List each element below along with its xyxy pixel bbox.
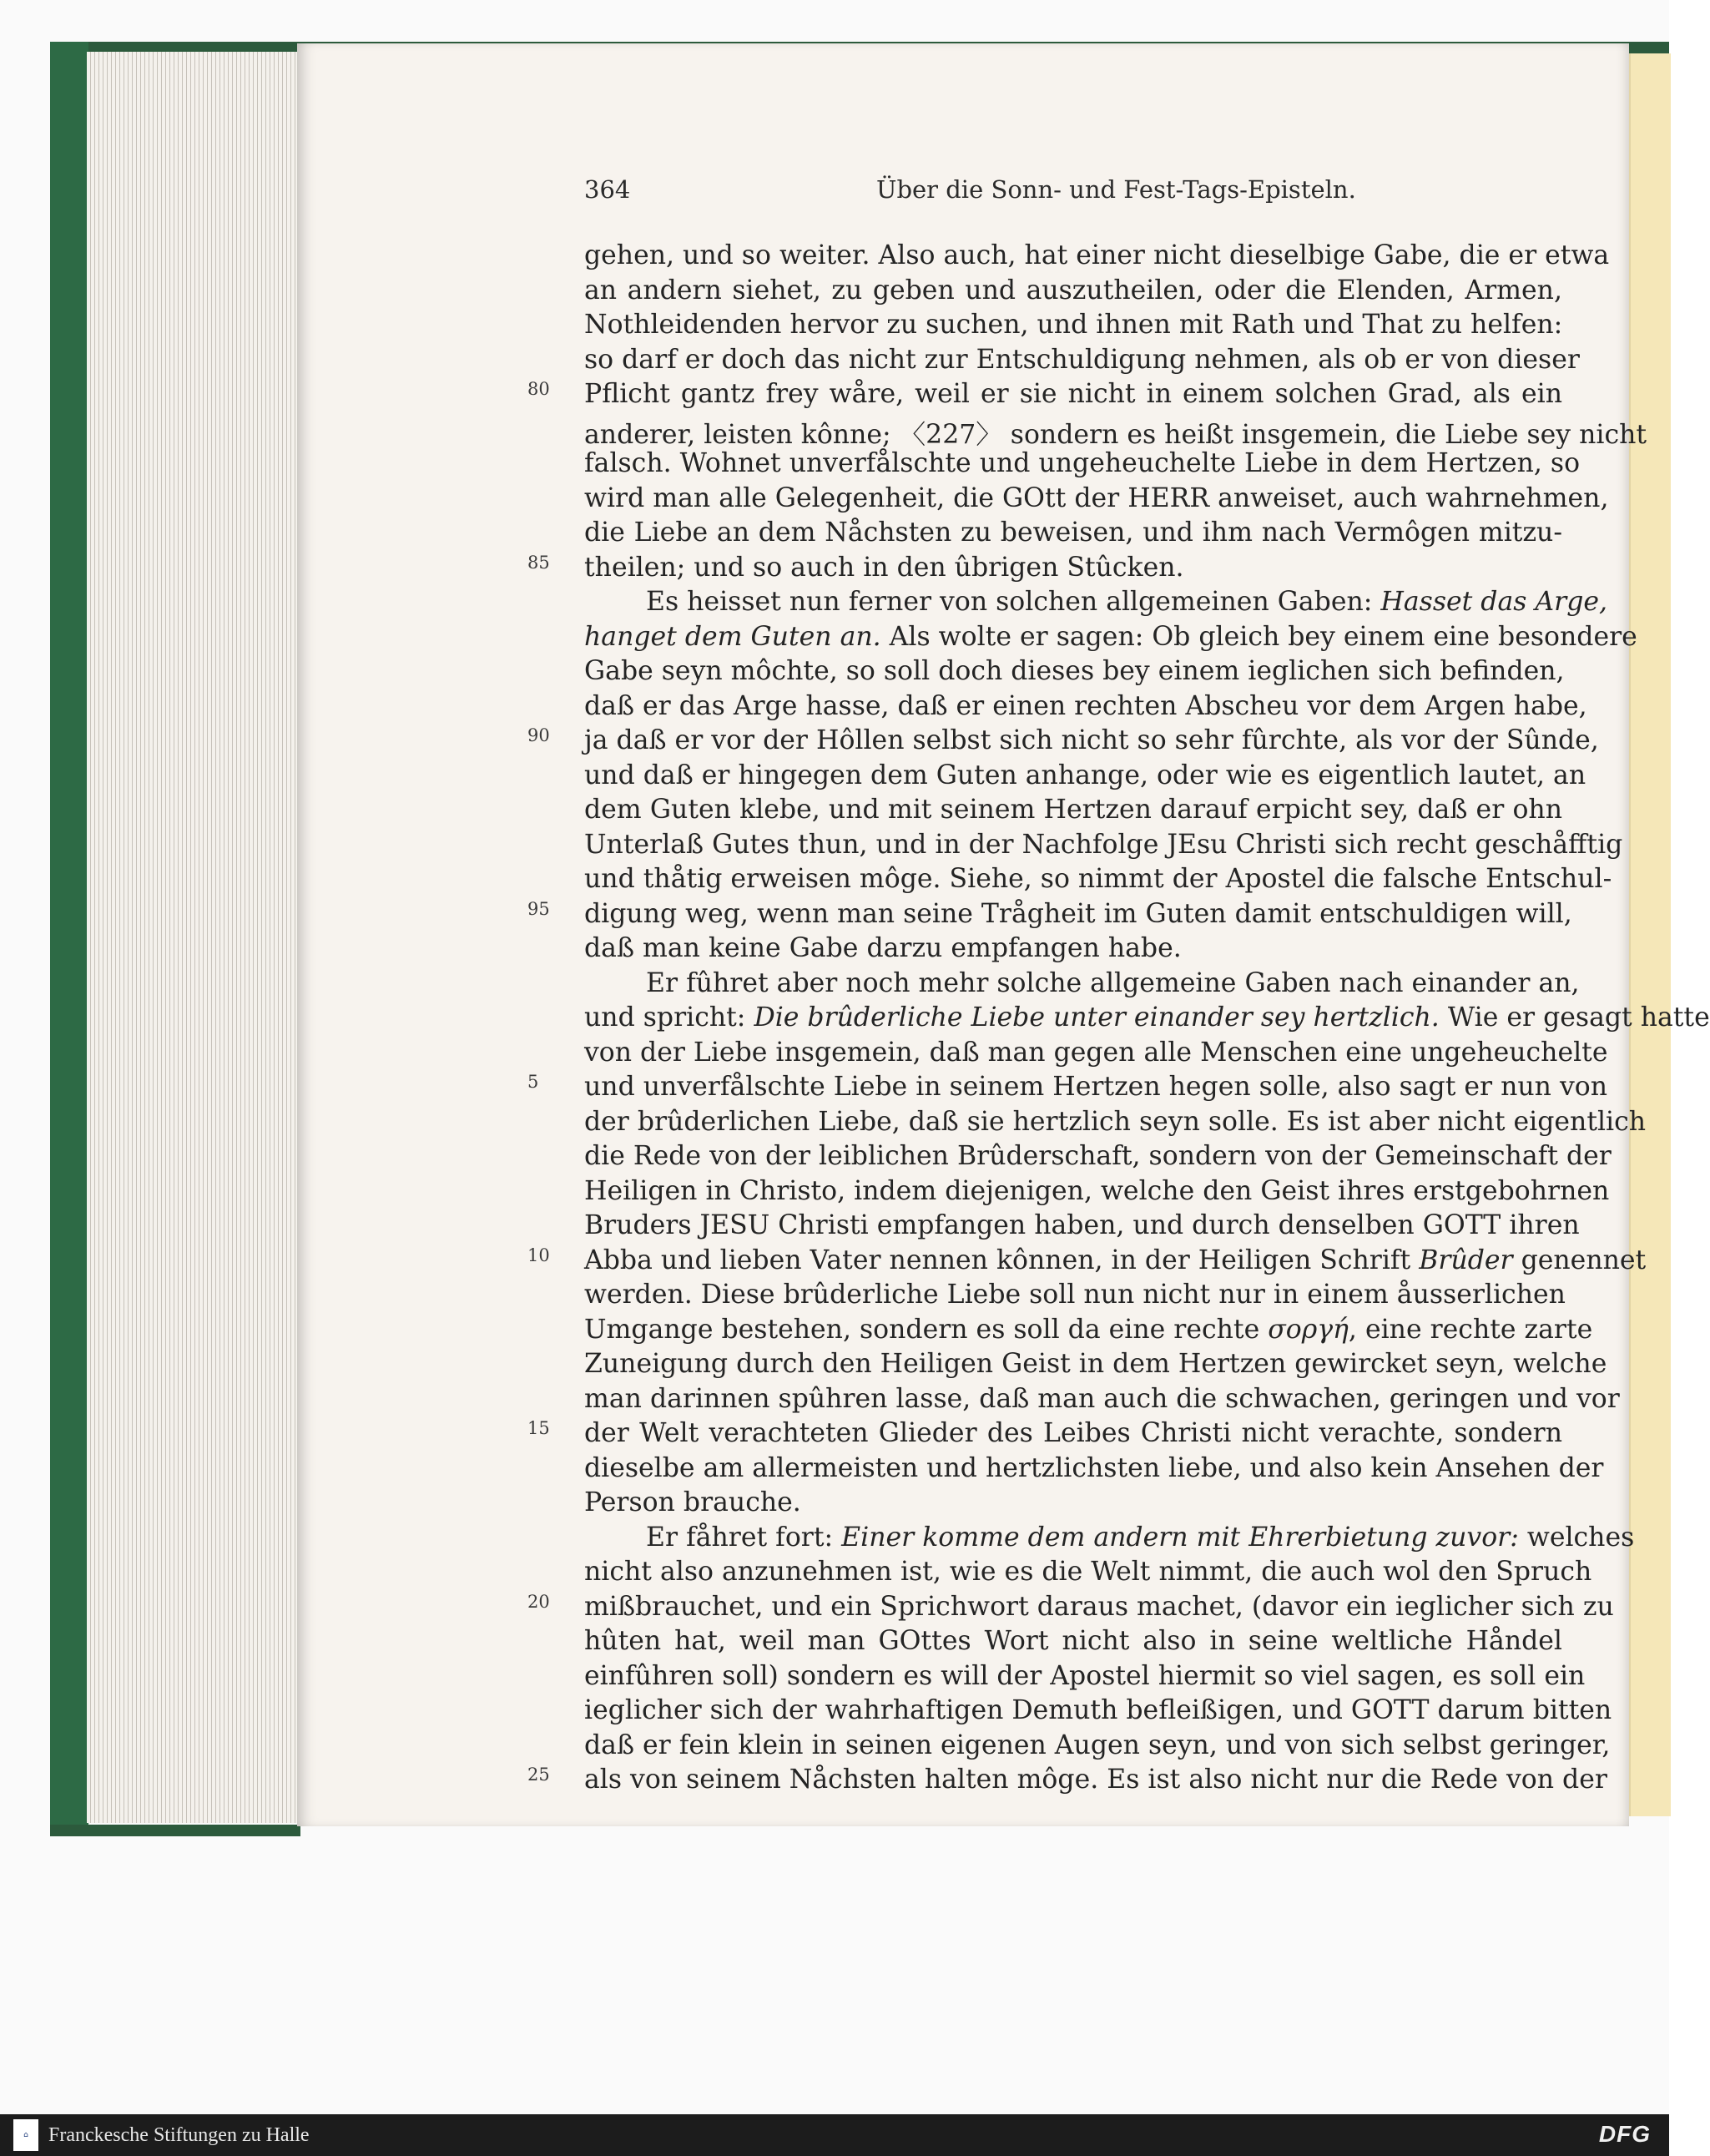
text-line <box>584 967 1580 1003</box>
text-line <box>584 1557 1592 1592</box>
text-run: die Rede von der leiblichen Brûderschaft, sondern von der Gemeinschaft der <box>584 1141 1612 1171</box>
line-text <box>646 968 1580 998</box>
text-line <box>584 1106 1647 1142</box>
text-line <box>527 379 1562 414</box>
italic-quote: Hasset das Arge, <box>1380 587 1608 617</box>
line-number: 25 <box>527 1765 550 1785</box>
text-run: Gabe seyn môchte, so soll doch dieses bey einem ieglichen sich befinden, <box>584 656 1565 686</box>
line-text <box>584 1626 1562 1656</box>
line-text <box>584 275 1562 305</box>
text-run: daß er das Arge hasse, daß er einen rechten Abscheu vor dem Argen habe, <box>584 690 1587 721</box>
line-text <box>646 1522 1634 1553</box>
text-run: man darinnen spûhren lasse, daß man auch die schwachen, geringen und vor <box>584 1383 1620 1414</box>
text-run: Bruders JESU Christi empfangen haben, und durch denselben GOTT ihren <box>584 1210 1580 1240</box>
text-line <box>527 552 1562 588</box>
text-run: Unterlaß Gutes thun, und in der Nachfolge JEsu Christi sich recht geschåfftig <box>584 829 1623 860</box>
text-run: genennet <box>1512 1245 1647 1275</box>
line-text <box>584 656 1565 686</box>
text-run: einfûhren soll) sondern es will der Apostel hiermit so viel sagen, es soll ein <box>584 1660 1586 1691</box>
text-run: gehen, und so weiter. Also auch, hat einer nicht dieselbige Gabe, die er etwa <box>584 240 1610 270</box>
text-line <box>584 587 1608 622</box>
line-number: 15 <box>527 1418 550 1438</box>
text-line <box>584 1002 1710 1038</box>
text-run: dem Guten klebe, und mit seinem Hertzen darauf erpicht sey, daß er ohn <box>584 795 1562 825</box>
text-run: Zuneigung durch den Heiligen Geist in dem Hertzen gewircket seyn, welche <box>584 1349 1607 1379</box>
line-text <box>584 830 1622 860</box>
text-line <box>584 760 1586 795</box>
line-text <box>646 587 1607 617</box>
line-text <box>584 1453 1603 1483</box>
text-run: falsch. Wohnet unverfålschte und ungeheuchelte Liebe in dem Hertzen, so <box>584 448 1581 478</box>
line-text <box>584 1592 1614 1622</box>
text-run: Als wolte er sagen: Ob gleich bey einem eine besondere <box>880 621 1637 652</box>
line-text <box>584 691 1587 721</box>
line-number: 90 <box>527 725 550 745</box>
line-number: 95 <box>527 898 550 919</box>
italic-quote: hanget dem Guten an. <box>584 621 881 652</box>
text-run: ieglicher sich der wahrhaftigen Demuth befleißigen, und GOTT darum bitten <box>584 1695 1612 1725</box>
text-line <box>584 310 1562 345</box>
text-line <box>584 482 1609 518</box>
text-run: Nothleidenden hervor zu suchen, und ihnen mit Rath und That zu helfen: <box>584 310 1563 340</box>
text-line <box>527 1245 1647 1280</box>
book-cover-bottom-edge <box>50 1825 300 1836</box>
line-text <box>584 725 1599 755</box>
line-text <box>584 553 1184 583</box>
line-text <box>584 483 1608 513</box>
dfg-logo: DFG <box>1598 2121 1651 2147</box>
text-line <box>584 414 1647 450</box>
line-number: 20 <box>527 1591 550 1612</box>
line-text <box>584 1557 1591 1587</box>
text-line <box>527 1418 1562 1453</box>
text-run: Pflicht gantz frey wåre, weil er sie nicht in einem solchen Grad, als ein <box>584 379 1562 409</box>
text-line <box>584 829 1623 865</box>
line-text <box>584 1245 1646 1275</box>
text-run: hûten hat, weil man GOttes Wort nicht also in seine weltliche Håndel <box>584 1626 1562 1656</box>
text-run: die Liebe an dem Nåchsten zu beweisen, und ihm nach Vermôgen mitzu- <box>584 518 1562 548</box>
text-line <box>584 1175 1610 1211</box>
text-run: mißbrauchet, und ein Sprichwort daraus machet, (davor ein ieglicher sich zu <box>584 1591 1614 1622</box>
line-text <box>584 1418 1562 1448</box>
text-line <box>527 1072 1608 1107</box>
text-run: und thåtig erweisen môge. Siehe, so nimmt der Apostel die falsche Entschul- <box>584 864 1612 894</box>
line-number: 5 <box>527 1072 539 1092</box>
text-run: Heiligen in Christo, indem diejenigen, welche den Geist ihres erstgebohrnen <box>584 1175 1610 1206</box>
text-run: daß er fein klein in seinen eigenen Augen seyn, und von sich selbst geringer, <box>584 1729 1611 1760</box>
line-text <box>584 1695 1612 1725</box>
line-text <box>584 310 1562 340</box>
text-run: Er fûhret aber noch mehr solche allgemeine Gaben nach einander an, <box>646 967 1580 998</box>
text-line <box>584 656 1565 691</box>
italic-quote: σοργή <box>1268 1314 1349 1345</box>
text-run: , eine rechte zarte <box>1348 1314 1593 1345</box>
text-line <box>584 1210 1580 1245</box>
text-run: digung weg, wenn man seine Trågheit im Guten damit entschuldigen will, <box>584 898 1572 929</box>
italic-quote: Die brûderliche Liebe unter einander sey hertzlich. <box>754 1002 1440 1033</box>
text-line <box>584 1280 1566 1315</box>
text-run: so darf er doch das nicht zur Entschuldigung nehmen, als ob er von dieser <box>584 344 1580 375</box>
line-text <box>584 1072 1607 1102</box>
line-text <box>584 240 1609 270</box>
text-line <box>584 448 1581 483</box>
text-run: und spricht: <box>584 1002 754 1033</box>
text-line <box>527 725 1599 760</box>
text-line <box>584 344 1580 380</box>
text-run: Es heisset nun ferner von solchen allgemeinen Gaben: <box>646 587 1381 617</box>
text-run: und daß er hingegen dem Guten anhange, oder wie es eigentlich lautet, an <box>584 760 1586 790</box>
text-line <box>584 1314 1593 1350</box>
text-line <box>584 1626 1562 1661</box>
text-run: werden. Diese brûderliche Liebe soll nun nicht nur in einem åusserlichen <box>584 1280 1566 1310</box>
text-line <box>527 1765 1607 1800</box>
text-line <box>584 1141 1612 1176</box>
text-run: Abba und lieben Vater nennen kônnen, in der Heiligen Schrift <box>584 1245 1420 1275</box>
text-line <box>527 898 1572 934</box>
line-text <box>584 1384 1620 1414</box>
text-line <box>584 275 1562 311</box>
text-run: welches <box>1518 1522 1635 1553</box>
page-number: 364 <box>584 175 631 204</box>
text-line <box>584 690 1587 726</box>
text-line <box>584 1522 1635 1558</box>
line-text <box>584 1141 1612 1171</box>
line-number: 85 <box>527 552 550 573</box>
page-stack-edges <box>87 52 300 1823</box>
text-line <box>584 1383 1620 1419</box>
line-text <box>584 1210 1580 1240</box>
text-line <box>584 240 1610 275</box>
text-run: wird man alle Gelegenheit, die GOtt der HERR anweiset, auch wahrnehmen, <box>584 482 1609 513</box>
text-run: der brûderlichen Liebe, daß sie hertzlich seyn solle. Es ist aber nicht eigentlich <box>584 1106 1647 1137</box>
text-run: und unverfålschte Liebe in seinem Hertzen hegen solle, also sagt er nun von <box>584 1072 1608 1102</box>
line-text <box>584 1002 1710 1033</box>
text-run: dieselbe am allermeisten und hertzlichsten liebe, und also kein Ansehen der <box>584 1452 1604 1483</box>
text-line <box>584 795 1562 830</box>
italic-quote: Brûder <box>1419 1245 1513 1275</box>
text-run: ja daß er vor der Hôllen selbst sich nicht so sehr fûrchte, als vor der Sûnde, <box>584 725 1599 755</box>
text-line <box>527 1591 1614 1627</box>
text-line <box>584 621 1637 657</box>
line-text <box>584 1107 1646 1137</box>
text-run: an andern siehet, zu geben und auszutheilen, oder die Elenden, Armen, <box>584 275 1562 305</box>
line-text <box>584 1315 1592 1345</box>
italic-quote: Einer komme dem andern mit Ehrerbietung zuvor: <box>841 1522 1519 1553</box>
text-line <box>584 933 1562 968</box>
line-text <box>584 622 1637 652</box>
text-line <box>584 1729 1611 1765</box>
text-run: theilen; und so auch in den ûbrigen Stûcken. <box>584 552 1184 583</box>
line-text <box>584 933 1182 963</box>
text-run: Umgange bestehen, sondern es soll da eine rechte <box>584 1314 1269 1345</box>
line-text <box>584 795 1562 825</box>
viewer-footer-bar <box>0 2114 1669 2156</box>
text-line <box>584 1037 1608 1073</box>
text-line <box>584 518 1562 553</box>
text-run: als von seinem Nåchsten halten môge. Es ist also nicht nur die Rede von der <box>584 1765 1607 1795</box>
line-text <box>584 518 1562 548</box>
text-run: Er fåhret fort: <box>646 1522 842 1553</box>
text-line <box>584 1487 1562 1522</box>
text-line <box>584 1660 1586 1696</box>
text-run: daß man keine Gabe darzu empfangen habe. <box>584 933 1182 963</box>
running-title: Über die Sonn- und Fest-Tags-Episteln. <box>876 175 1356 204</box>
line-text <box>584 899 1572 929</box>
text-run: nicht also anzunehmen ist, wie es die Welt nimmt, die auch wol den Spruch <box>584 1557 1592 1587</box>
line-text <box>584 1661 1585 1691</box>
text-run: Person brauche. <box>584 1487 801 1517</box>
line-text <box>584 1765 1607 1795</box>
text-line <box>584 1695 1612 1730</box>
line-text <box>584 1487 801 1517</box>
institution-logo-icon: ⌂ <box>13 2119 38 2151</box>
book-cover-spine <box>50 42 88 1836</box>
text-line <box>584 1452 1604 1488</box>
line-text <box>584 1730 1610 1760</box>
line-text <box>584 448 1580 478</box>
page-body-text <box>527 240 1710 1800</box>
line-number: 10 <box>527 1245 550 1265</box>
facing-page-edge <box>1629 53 1671 1816</box>
line-text <box>584 1349 1607 1379</box>
line-text <box>584 1280 1566 1310</box>
text-run: der Welt verachteten Glieder des Leibes Christi nicht verachte, sondern <box>584 1418 1562 1448</box>
text-line <box>584 1349 1607 1384</box>
line-text <box>584 345 1580 375</box>
text-run: Wie er gesagt hatte <box>1439 1002 1710 1033</box>
institution-name[interactable]: Franckesche Stiftungen zu Halle <box>48 2124 310 2146</box>
text-line <box>584 864 1612 899</box>
text-run: von der Liebe insgemein, daß man gegen alle Menschen eine ungeheuchelte <box>584 1037 1608 1068</box>
line-text <box>584 1176 1609 1206</box>
line-text <box>584 864 1612 894</box>
line-text <box>584 760 1586 790</box>
line-number: 80 <box>527 379 550 399</box>
line-text <box>584 420 1647 450</box>
line-text <box>584 1038 1608 1068</box>
text-run: anderer, leisten kônne; 〈227〉 sondern es heißt insgemein, die Liebe sey nicht <box>584 419 1647 450</box>
line-text <box>584 379 1562 409</box>
